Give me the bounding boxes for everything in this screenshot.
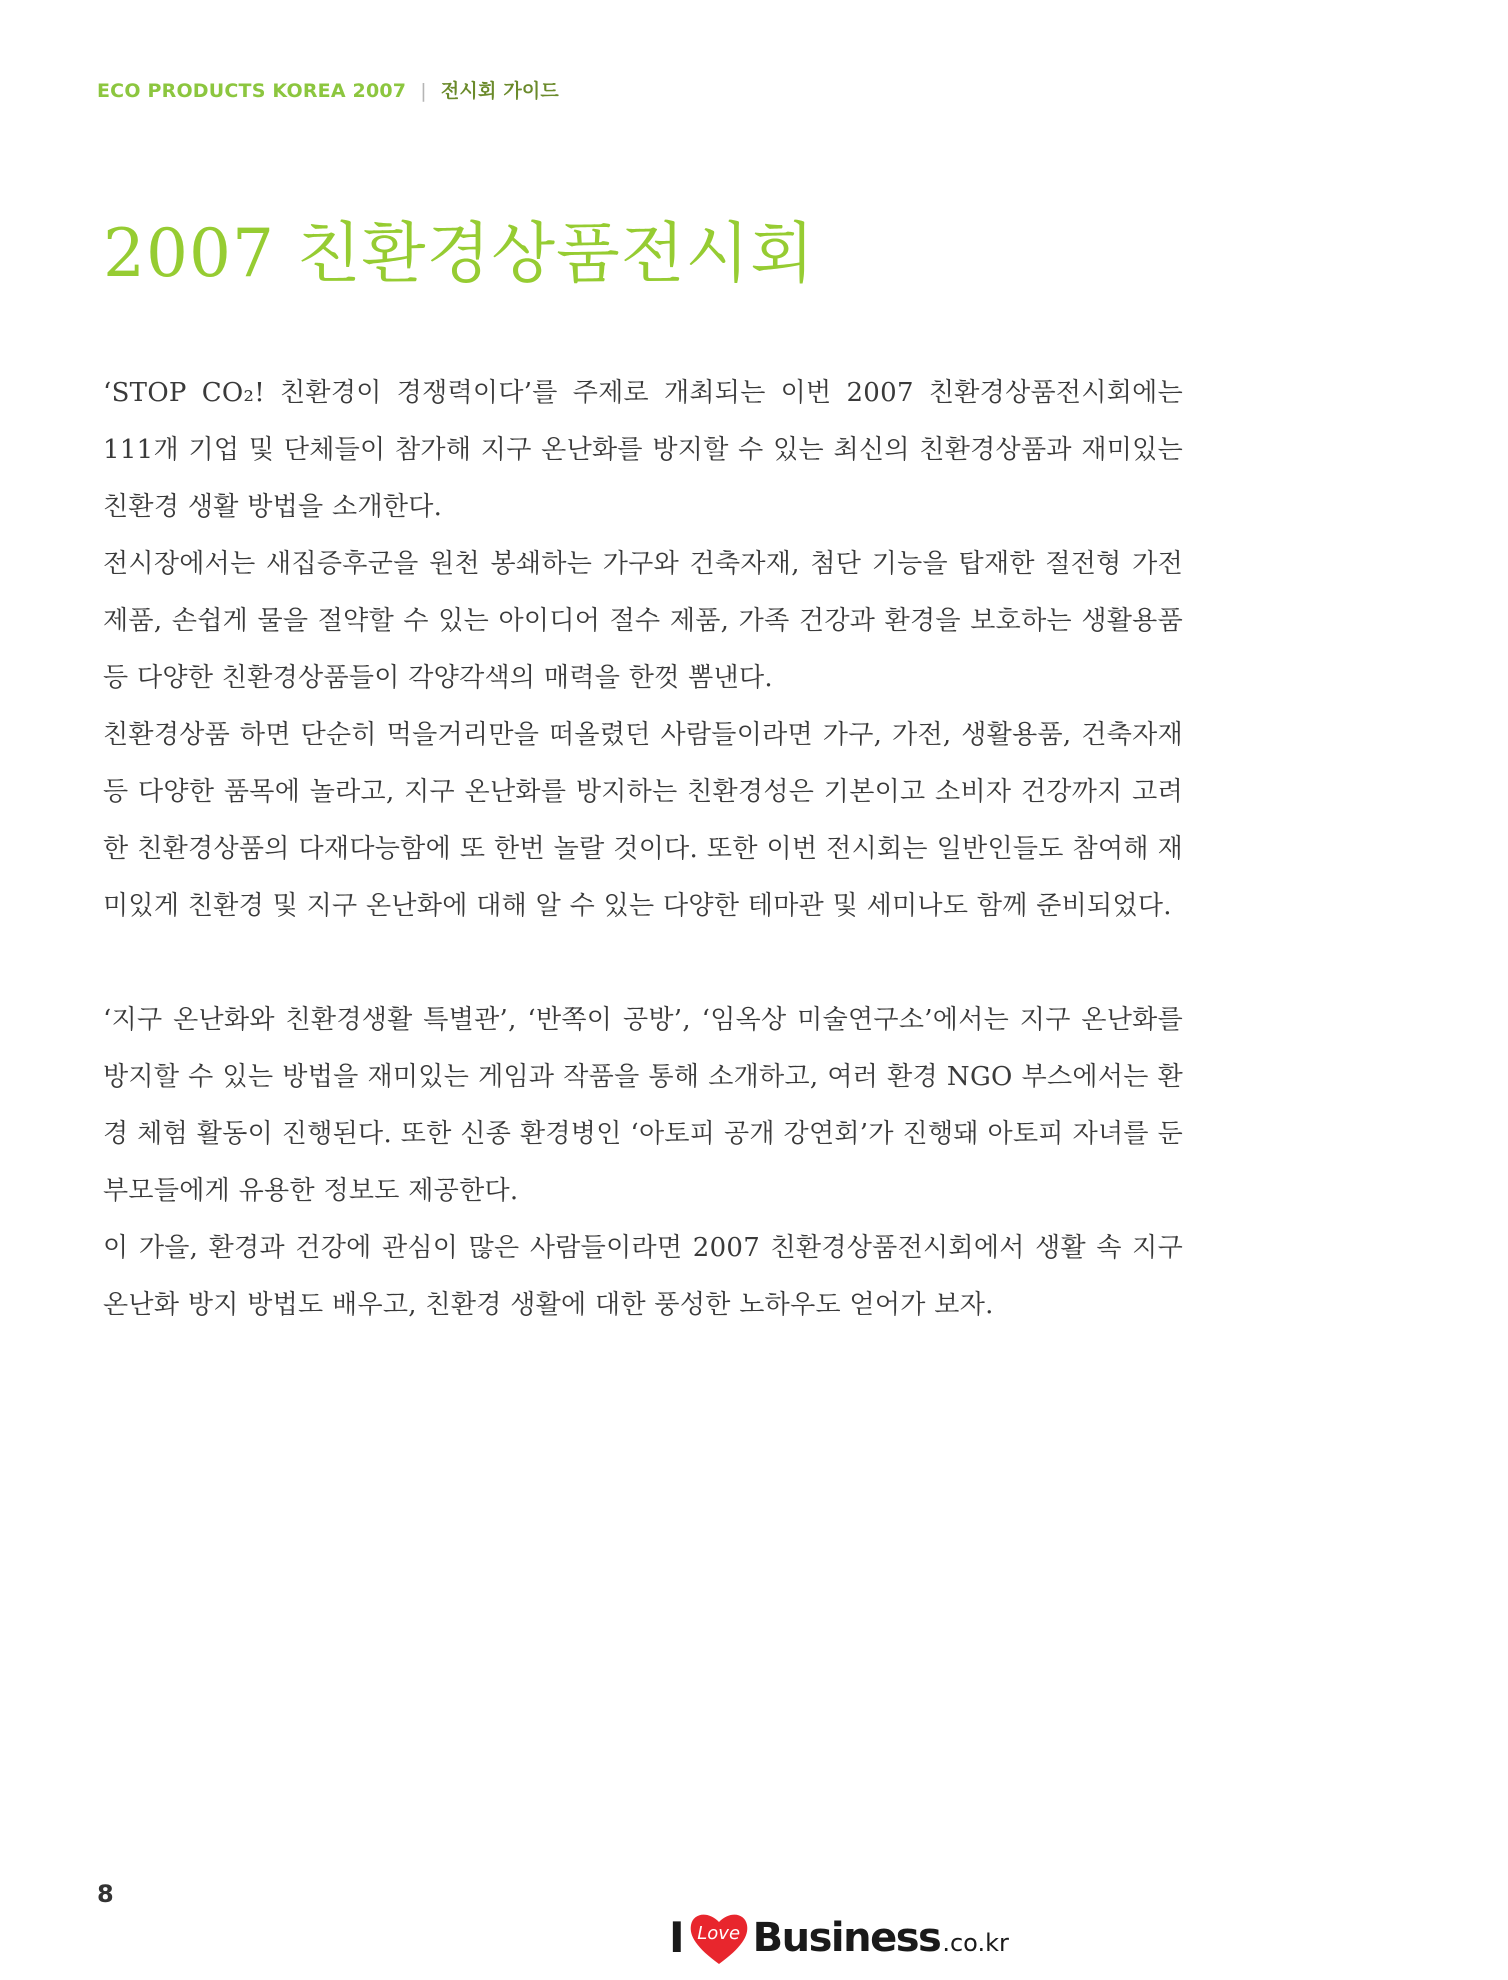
- header-series: ECO PRODUCTS KOREA 2007: [97, 80, 407, 102]
- logo-prefix: I: [669, 1913, 685, 1962]
- header-separator: |: [420, 80, 427, 102]
- paragraph-intro: ‘STOP CO₂! 친환경이 경쟁력이다’를 주제로 개최되는 이번 2007 친환경상품전시회에는 111개 기업 및 단체들이 참가해 지구 온난화를 방지할 수 있는 최신의 친환경상품과 재미있는 친환경 생활 방법을 소개한다.: [103, 378, 1183, 522]
- paragraph-gap: [103, 935, 1183, 992]
- page-number: 8: [97, 1880, 114, 1908]
- ilovebusiness-logo: [669, 1908, 1009, 1968]
- logo-brand: Business: [752, 1915, 941, 1961]
- paragraph-closing: 이 가을, 환경과 건강에 관심이 많은 사람들이라면 2007 친환경상품전시회에서 생활 속 지구 온난화 방지 방법도 배우고, 친환경 생활에 대한 풍성한 노하우도 얻어가 보자.: [103, 1233, 1183, 1320]
- running-header: [97, 76, 559, 103]
- paragraph-exhibits: 전시장에서는 새집증후군을 원천 봉쇄하는 가구와 건축자재, 첨단 기능을 탑재한 절전형 가전제품, 손쉽게 물을 절약할 수 있는 아이디어 절수 제품, 가족 건강과 환경을 보호하는 생활용품 등 다양한 친환경상품들이 각양각색의 매력을 한껏 뽐낸다.: [103, 549, 1183, 693]
- logo-heart-text: Love: [697, 1923, 741, 1944]
- paragraph-theme-halls: ‘지구 온난화와 친환경생활 특별관’, ‘반쪽이 공방’, ‘임옥상 미술연구소’에서는 지구 온난화를 방지할 수 있는 방법을 재미있는 게임과 작품을 통해 소개하고, 여러 환경 NGO 부스에서는 환경 체험 활동이 진행된다. 또한 신종 환경병인 ‘아토피 공개 강연회’가 진행돼 아토피 자녀를 둔 부모들에게 유용한 정보도 제공한다.: [103, 1005, 1183, 1206]
- heart-icon: [687, 1908, 751, 1968]
- header-section: 전시회 가이드: [440, 80, 559, 102]
- page-title: 2007 친환경상품전시회: [103, 215, 815, 292]
- article-body: [103, 365, 1183, 1334]
- paragraph-product-range: 친환경상품 하면 단순히 먹을거리만을 떠올렸던 사람들이라면 가구, 가전, 생활용품, 건축자재 등 다양한 품목에 놀라고, 지구 온난화를 방지하는 친환경성은 기본이고 소비자 건강까지 고려한 친환경상품의 다재다능함에 또 한번 놀랄 것이다. 또한 이번 전시회는 일반인들도 참여해 재미있게 친환경 및 지구 온난화에 대해 알 수 있는 다양한 테마관 및 세미나도 함께 준비되었다.: [103, 720, 1183, 921]
- logo-domain: .co.kr: [942, 1929, 1009, 1957]
